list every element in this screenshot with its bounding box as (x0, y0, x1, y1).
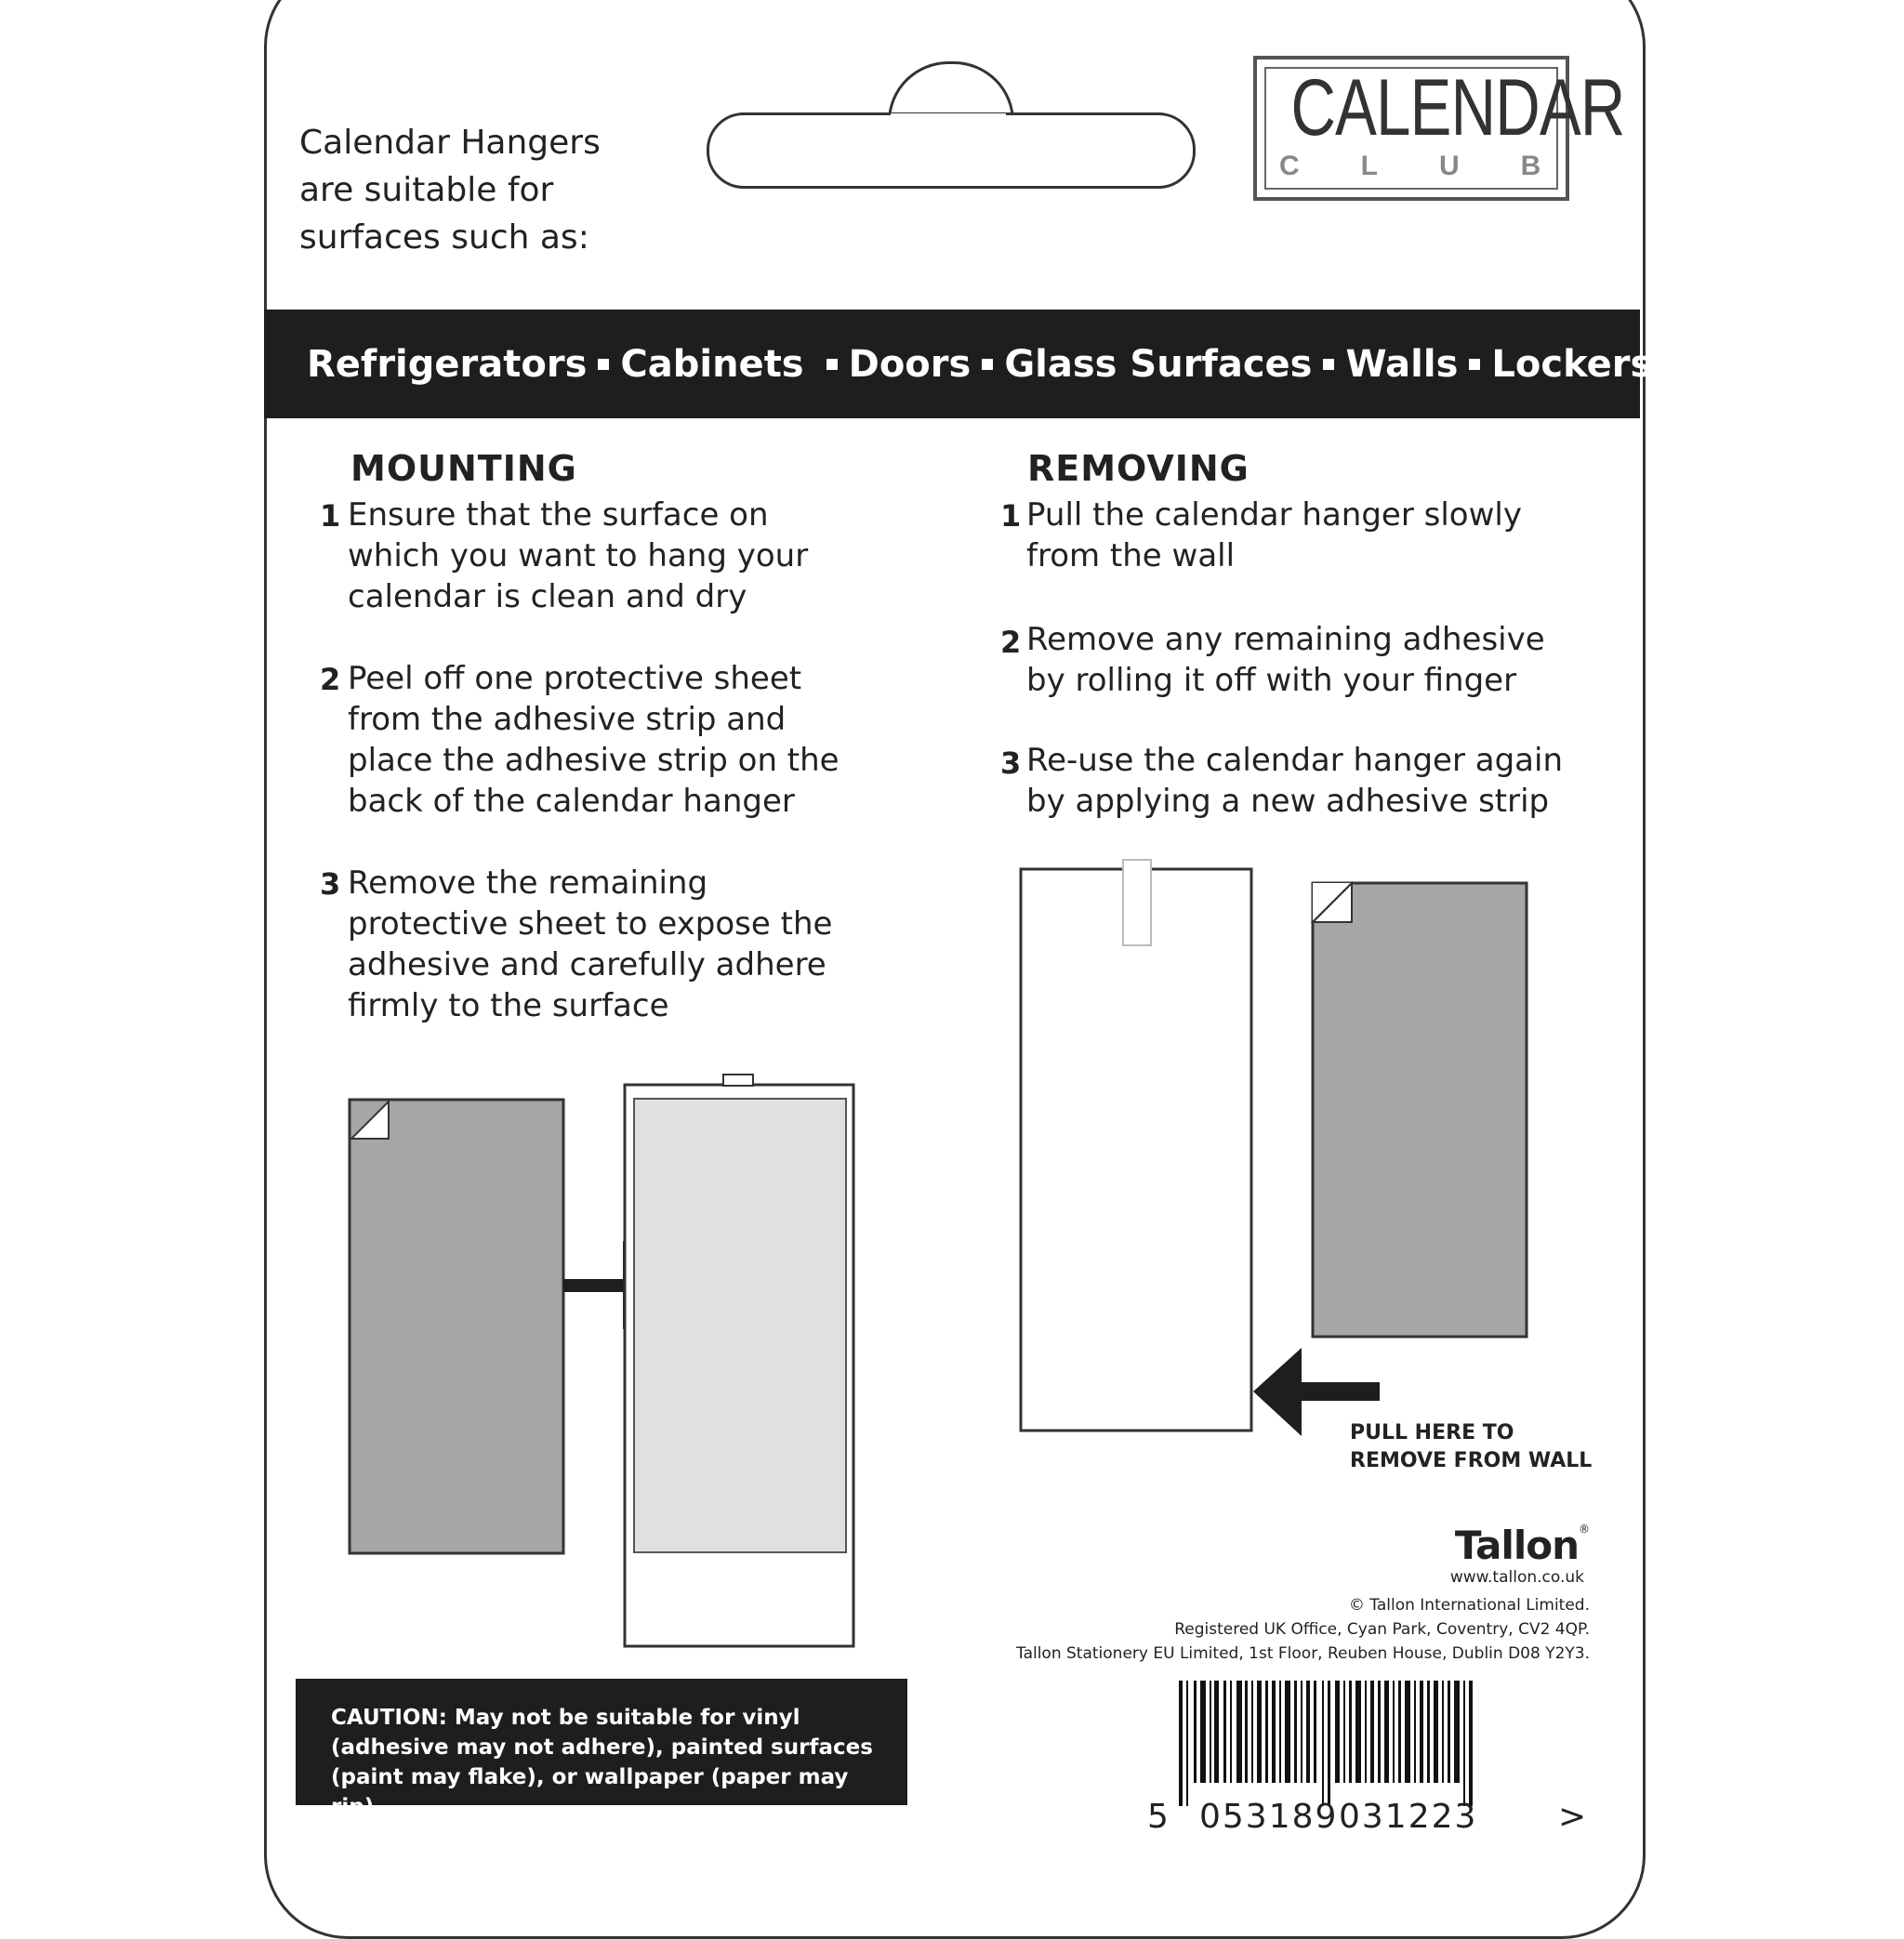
caution-line: (paint may flake), or wallpaper (paper may rip). (331, 1765, 849, 1819)
barcode-right-digits: 031223 (1339, 1798, 1478, 1836)
step-number: 3 (1000, 745, 1022, 781)
adhesive-strip (350, 1100, 563, 1553)
pull-note (1350, 1419, 1592, 1475)
hanger-tab (1123, 860, 1151, 945)
step-line: firmly to the surface (348, 987, 669, 1024)
mounting-illustration (344, 1069, 865, 1655)
caution-line: (adhesive may not adhere), painted surfaces (331, 1735, 873, 1760)
company-line: Registered UK Office, Cyan Park, Coventry, CV2 4QP. (1174, 1620, 1590, 1639)
hang-hole (707, 112, 1196, 189)
tallon-wordmark: Tallon (1454, 1523, 1579, 1568)
intro-line: Calendar Hangers (299, 124, 601, 162)
tallon-logo (1432, 1523, 1590, 1568)
calendar-club-logo (1253, 56, 1625, 201)
registered-mark: ® (1579, 1523, 1590, 1536)
intro-line: surfaces such as: (299, 218, 589, 257)
step-line: Remove the remaining (348, 864, 708, 902)
mounting-step-3 (348, 863, 832, 1026)
company-line: Tallon Stationery EU Limited, 1st Floor, Reuben House, Dublin D08 Y2Y3. (1016, 1644, 1590, 1663)
barcode-bars (1179, 1681, 1473, 1806)
hang-hole-join (891, 113, 1006, 123)
step-number: 3 (320, 866, 341, 902)
barcode-end-mark: > (1558, 1798, 1587, 1836)
barcode-first-digit: 5 (1147, 1798, 1169, 1836)
removing-step-2 (1026, 619, 1545, 701)
barcode-left-digits: 053189 (1199, 1798, 1339, 1836)
mounting-heading: MOUNTING (350, 448, 577, 489)
surface-item: Glass Surfaces (1004, 342, 1313, 386)
removing-heading: REMOVING (1027, 448, 1250, 489)
removing-step-1 (1026, 495, 1522, 576)
step-line: by applying a new adhesive strip (1026, 783, 1550, 820)
pull-note-line: REMOVE FROM WALL (1350, 1449, 1593, 1472)
step-line: Re-use the calendar hanger again (1026, 742, 1563, 779)
separator-square (598, 359, 609, 370)
step-number: 1 (320, 498, 341, 534)
caution-box (296, 1679, 907, 1819)
surface-item: Lockers (1491, 342, 1653, 386)
surface-item: Walls (1345, 342, 1459, 386)
step-line: place the adhesive strip on the (348, 742, 840, 779)
mounting-step-2 (348, 658, 840, 822)
separator-square (1323, 359, 1334, 370)
logo-sub-text: CLUB (1279, 151, 1603, 181)
surfaces-band (264, 310, 1653, 418)
surface-item: Doors (848, 342, 972, 386)
separator-square (826, 359, 838, 370)
step-line: which you want to hang your (348, 537, 809, 574)
tallon-url: www.tallon.co.uk (1449, 1568, 1584, 1587)
step-line: Peel off one protective sheet (348, 660, 802, 697)
step-line: from the adhesive strip and (348, 701, 787, 738)
caution-line: CAUTION: May not be suitable for vinyl (331, 1706, 800, 1730)
pull-note-line: PULL HERE TO (1350, 1421, 1514, 1444)
step-line: protective sheet to expose the (348, 905, 833, 943)
logo-main-text: CALENDAR (1290, 63, 1625, 152)
hanger-on-wall (1021, 869, 1251, 1431)
step-number: 2 (1000, 625, 1022, 660)
mounting-step-1 (348, 495, 808, 617)
step-line: Remove any remaining adhesive (1026, 621, 1545, 658)
surface-item: Refrigerators (307, 342, 588, 386)
step-line: from the wall (1026, 537, 1236, 574)
surfaces-list (307, 310, 1652, 418)
step-line: Ensure that the surface on (348, 496, 769, 534)
separator-square (1469, 359, 1480, 370)
used-adhesive-strip (1313, 883, 1527, 1337)
step-line: by rolling it off with your finger (1026, 662, 1517, 699)
step-number: 1 (1000, 498, 1022, 534)
company-info (837, 1593, 1590, 1666)
surface-item: Cabinets (620, 342, 804, 386)
step-line: calendar is clean and dry (348, 578, 747, 615)
hanger-adhesive-area (634, 1099, 846, 1552)
hanger-hook (723, 1075, 753, 1086)
intro-text (299, 119, 690, 261)
removing-illustration (1013, 851, 1534, 1464)
step-number: 2 (320, 662, 341, 697)
company-line: © Tallon International Limited. (1348, 1596, 1590, 1615)
step-line: back of the calendar hanger (348, 783, 795, 820)
removing-step-3 (1026, 740, 1563, 822)
step-line: Pull the calendar hanger slowly (1026, 496, 1522, 534)
step-line: adhesive and carefully adhere (348, 946, 826, 983)
separator-square (982, 359, 993, 370)
intro-line: are suitable for (299, 171, 554, 209)
